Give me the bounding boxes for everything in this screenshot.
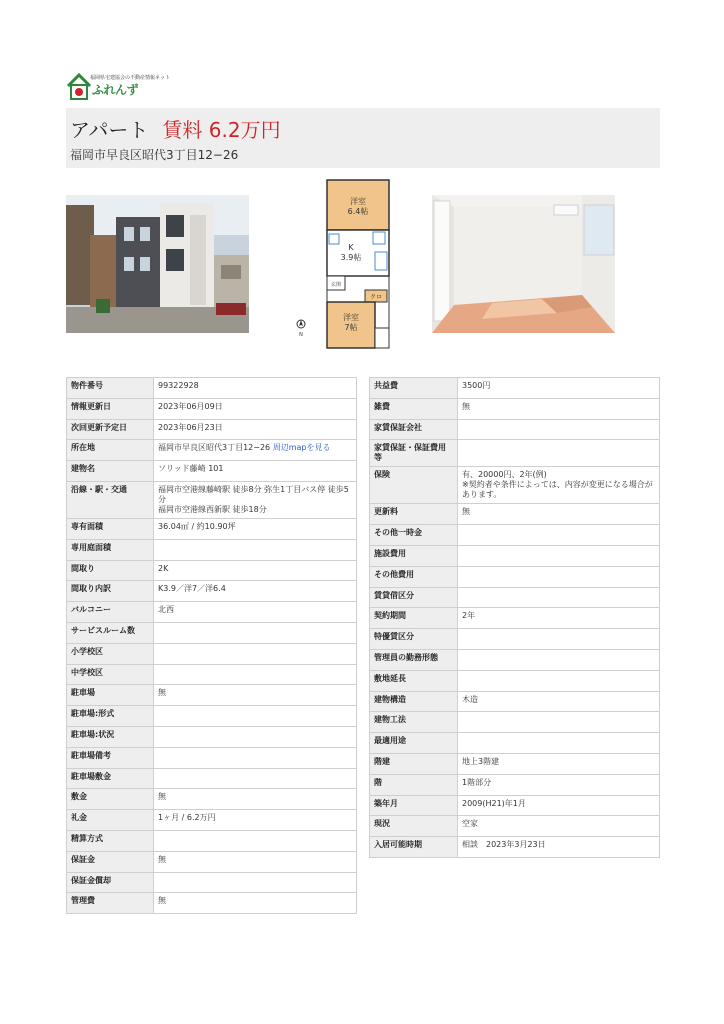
table-row: [67, 810, 357, 831]
field-value: [154, 851, 357, 872]
field-value-text: 無: [158, 896, 166, 906]
field-label: 情報更新日: [67, 398, 154, 419]
table-row: [370, 467, 660, 504]
table-row: [370, 398, 660, 419]
field-label: 沿線・駅・交通: [67, 481, 154, 518]
table-row: [370, 733, 660, 754]
field-value-text: 3500円: [462, 381, 491, 390]
field-label: 保険: [370, 467, 458, 504]
field-value: [154, 461, 357, 482]
table-row: [67, 518, 357, 539]
field-value-text: 無: [158, 854, 166, 864]
field-label: 共益費: [370, 378, 458, 399]
spec-table-right: [369, 377, 660, 858]
field-value: [154, 518, 357, 539]
logo-title: ふれんず: [92, 83, 139, 97]
field-value-text: 空家: [462, 819, 478, 829]
field-value: [458, 629, 660, 650]
field-value-text: 地上3階建: [462, 756, 500, 766]
field-label: 管理員の勤務形態: [370, 649, 458, 670]
field-value: [458, 816, 660, 837]
kitchen-size: 3.9帖: [340, 253, 362, 262]
field-label: 敷金: [67, 789, 154, 810]
table-row: [67, 726, 357, 747]
field-value: [154, 539, 357, 560]
field-value: [154, 622, 357, 643]
field-label: 保証金償却: [67, 872, 154, 893]
table-row: [370, 691, 660, 712]
room2-size: 7帖: [344, 323, 358, 332]
field-label: 建物工法: [370, 712, 458, 733]
field-value-text: 木造: [462, 694, 478, 704]
table-row: [67, 581, 357, 602]
field-value-text: K3.9／洋7／洋6.4: [158, 584, 226, 594]
field-value: [154, 378, 357, 399]
field-label: バルコニー: [67, 602, 154, 623]
table-row: [370, 795, 660, 816]
field-label: 小学校区: [67, 643, 154, 664]
field-value: [154, 398, 357, 419]
table-row: [370, 753, 660, 774]
field-value: [154, 872, 357, 893]
exterior-photo: [66, 195, 249, 333]
field-value: [458, 712, 660, 733]
field-value: [154, 643, 357, 664]
property-address: 福岡市早良区昭代3丁目12−26: [70, 148, 239, 162]
table-row: [67, 643, 357, 664]
field-value: [458, 545, 660, 566]
field-value: [154, 560, 357, 581]
field-value: [458, 608, 660, 629]
field-label: 駐車場敷金: [67, 768, 154, 789]
field-label: 特優賃区分: [370, 629, 458, 650]
table-row: [370, 649, 660, 670]
closet-label: クロ: [369, 294, 383, 301]
field-label: 中学校区: [67, 664, 154, 685]
field-value: [154, 440, 357, 461]
field-value: [458, 733, 660, 754]
table-row: [67, 440, 357, 461]
field-value: [154, 419, 357, 440]
field-value: [154, 685, 357, 706]
field-value-text: 無: [158, 792, 166, 802]
field-label: 築年月: [370, 795, 458, 816]
field-value-text: 2K: [158, 563, 169, 573]
field-value: [458, 378, 660, 399]
field-value-text: 2年: [462, 611, 476, 621]
field-value-text: 無: [462, 507, 470, 517]
field-value: [154, 581, 357, 602]
table-row: [370, 378, 660, 399]
table-row: [67, 539, 357, 560]
field-label: その他一時金: [370, 525, 458, 546]
field-label: 礼金: [67, 810, 154, 831]
table-row: [67, 622, 357, 643]
field-label: 建物構造: [370, 691, 458, 712]
table-row: [67, 851, 357, 872]
field-value: [458, 467, 660, 504]
field-value: [154, 810, 357, 831]
field-value-text: 無: [158, 688, 166, 698]
field-label: 専有面積: [67, 518, 154, 539]
table-row: [67, 768, 357, 789]
logo-subtitle: 福岡県宅建協会の不動産情報ネット: [90, 75, 171, 81]
field-label: 物件番号: [67, 378, 154, 399]
field-label: サービスルーム数: [67, 622, 154, 643]
field-label: 精算方式: [67, 830, 154, 851]
field-value: [154, 706, 357, 727]
table-row: [67, 481, 357, 518]
field-value: [458, 419, 660, 440]
property-header: [66, 108, 660, 168]
field-value-text: 2009(H21)年1月: [462, 798, 526, 808]
field-value-text: ソリッド藤崎 101: [158, 464, 224, 474]
field-label: 所在地: [67, 440, 154, 461]
rent-price: 賃料 6.2万円: [162, 118, 281, 142]
field-label: 契約期間: [370, 608, 458, 629]
field-label: 駐車場:状況: [67, 726, 154, 747]
field-value-text: 1階部分: [462, 777, 492, 787]
map-link[interactable]: 周辺mapを見る: [272, 443, 331, 453]
interior-photo: [432, 195, 615, 333]
field-value-extra: 福岡市空港線西新駅 徒歩18分: [158, 504, 267, 514]
field-label: 建物名: [67, 461, 154, 482]
table-row: [67, 560, 357, 581]
room2-label: 洋室: [343, 313, 359, 322]
table-row: [370, 837, 660, 858]
field-value: [154, 789, 357, 810]
field-label: 施設費用: [370, 545, 458, 566]
field-value: [154, 830, 357, 851]
field-value-text: 無: [462, 401, 470, 411]
table-row: [67, 893, 357, 914]
field-value: [154, 726, 357, 747]
field-value: [458, 566, 660, 587]
table-row: [370, 774, 660, 795]
table-row: [370, 504, 660, 525]
field-label: 駐車場:形式: [67, 706, 154, 727]
field-value: [458, 440, 660, 467]
field-value-text: 2023年06月09日: [158, 401, 223, 411]
field-label: 間取り: [67, 560, 154, 581]
property-type: アパート: [70, 118, 149, 142]
field-label: その他費用: [370, 566, 458, 587]
table-row: [370, 440, 660, 467]
room1-size: 6.4帖: [347, 207, 369, 216]
table-row: [370, 587, 660, 608]
field-label: 入居可能時期: [370, 837, 458, 858]
field-label: 階: [370, 774, 458, 795]
field-value-text: 北西: [158, 605, 174, 615]
field-label: 賃貸借区分: [370, 587, 458, 608]
table-row: [370, 816, 660, 837]
field-value: [154, 664, 357, 685]
field-value-text: 1ヶ月 / 6.2万円: [158, 813, 216, 823]
field-value-text: 相談 2023年3月23日: [462, 840, 546, 850]
table-row: [370, 670, 660, 691]
table-row: [67, 602, 357, 623]
field-value-text: 福岡市空港線藤崎駅 徒歩8分 弥生1丁目バス停 徒歩5分: [158, 484, 349, 504]
field-label: 家賃保証・保証費用等: [370, 440, 458, 467]
field-value: [458, 753, 660, 774]
field-value-text: 36.04㎡ / 約10.90坪: [158, 521, 236, 531]
floor-plan: [293, 178, 393, 350]
field-label: 現況: [370, 816, 458, 837]
field-value: [154, 768, 357, 789]
field-value: [154, 602, 357, 623]
field-value-extra: ※契約者や条件によっては、内容が変更になる場合があります。: [462, 480, 653, 500]
field-label: 雑費: [370, 398, 458, 419]
table-row: [67, 398, 357, 419]
field-label: 次回更新予定日: [67, 419, 154, 440]
entrance-label: 玄関: [330, 282, 342, 288]
field-value: [458, 795, 660, 816]
field-value: [154, 893, 357, 914]
field-label: 保証金: [67, 851, 154, 872]
field-label: 階建: [370, 753, 458, 774]
table-row: [67, 830, 357, 851]
field-value-text: 有、20000円、2年(例): [462, 470, 547, 480]
table-row: [370, 525, 660, 546]
field-value: [458, 525, 660, 546]
table-row: [67, 378, 357, 399]
table-row: [370, 712, 660, 733]
table-row: [67, 685, 357, 706]
field-value: [458, 837, 660, 858]
field-label: 敷地延長: [370, 670, 458, 691]
field-label: 最適用途: [370, 733, 458, 754]
field-value: [154, 481, 357, 518]
table-row: [67, 872, 357, 893]
table-row: [370, 566, 660, 587]
field-value: [458, 504, 660, 525]
spec-table-left: [66, 377, 357, 914]
field-value-text: 福岡市早良区昭代3丁目12−26: [158, 443, 273, 453]
field-value: [458, 398, 660, 419]
north-label: N: [299, 332, 303, 338]
table-row: [67, 789, 357, 810]
field-label: 家賃保証会社: [370, 419, 458, 440]
field-value: [154, 747, 357, 768]
field-label: 間取り内訳: [67, 581, 154, 602]
kitchen-label: K: [348, 243, 354, 252]
field-label: 駐車場備考: [67, 747, 154, 768]
field-value: [458, 649, 660, 670]
field-label: 管理費: [67, 893, 154, 914]
field-value-text: 2023年06月23日: [158, 422, 223, 432]
field-value: [458, 691, 660, 712]
table-row: [67, 747, 357, 768]
table-row: [67, 461, 357, 482]
site-logo: [66, 70, 171, 104]
field-label: 更新料: [370, 504, 458, 525]
field-value: [458, 587, 660, 608]
table-row: [67, 664, 357, 685]
house-logo-icon: [66, 72, 92, 102]
title-line: [70, 114, 281, 143]
field-value-text: 99322928: [158, 381, 199, 390]
room1-label: 洋室: [350, 197, 366, 206]
field-value: [458, 670, 660, 691]
field-label: 駐車場: [67, 685, 154, 706]
table-row: [370, 545, 660, 566]
field-label: 専用庭面積: [67, 539, 154, 560]
table-row: [67, 419, 357, 440]
table-row: [67, 706, 357, 727]
table-row: [370, 419, 660, 440]
table-row: [370, 608, 660, 629]
table-row: [370, 629, 660, 650]
field-value: [458, 774, 660, 795]
